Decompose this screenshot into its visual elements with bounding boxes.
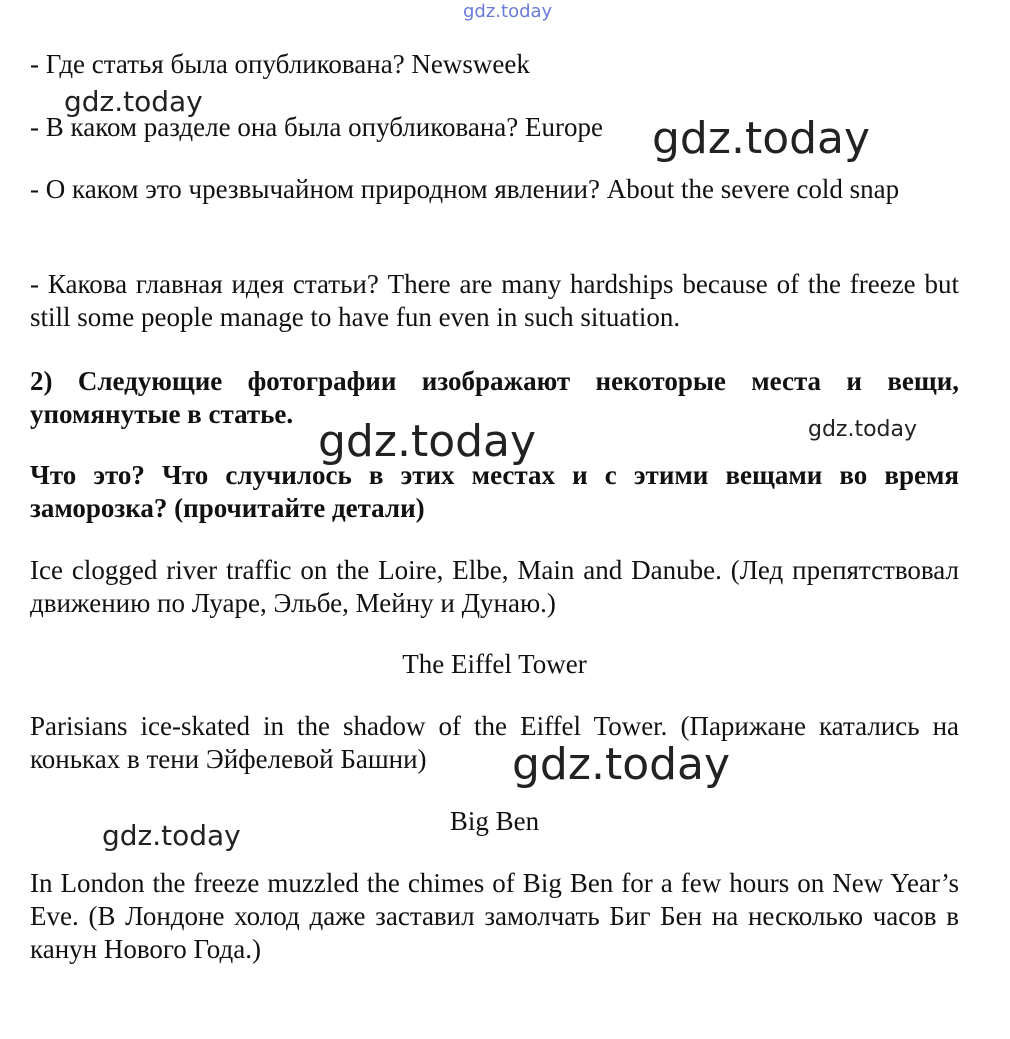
watermark: gdz.today [102, 819, 241, 852]
caption-big-ben: Big Ben [449, 806, 540, 836]
watermark: gdz.today [512, 739, 731, 790]
watermark: gdz.today [64, 85, 203, 118]
qa-line-1: - Где статья была опубликована? Newsweek [30, 49, 530, 79]
watermark: gdz.today [318, 416, 537, 467]
task2-heading: 2) Следующие фотографии изображают некоторые места и вещи, упомянутые в статье. [30, 366, 959, 429]
watermark-top: gdz.today [463, 1, 553, 22]
qa-line-4: - Какова главная идея статьи? There are many hardships because of the freeze but still some people manage to have fun even in such situation. [30, 269, 959, 332]
answer-rivers: Ice clogged river traffic on the Loire, Elbe, Main and Danube. (Лед препятствовал движению по Луаре, Эльбе, Мейну и Дунаю.) [30, 555, 959, 618]
qa-line-3: - О каком это чрезвычайном природном явлении? About the severe cold snap [30, 174, 900, 204]
qa-line-2: - В каком разделе она была опубликована? Europe [30, 112, 603, 142]
answer-eiffel-tower: Parisians ice-skated in the shadow of the Eiffel Tower. (Парижане катались на коньках в тени Эйфелевой Башни) [30, 711, 959, 774]
answer-big-ben: In London the freeze muzzled the chimes of Big Ben for a few hours on New Year’s Eve. (В Лондоне холод даже заставил замолчать Биг Бен на несколько часов в канун Нового Года.) [30, 868, 959, 964]
caption-eiffel-tower: The Eiffel Tower [402, 649, 587, 679]
watermark: gdz.today [808, 417, 918, 442]
task2-question: Что это? Что случилось в этих местах и с этими вещами во время заморозка? (прочитайте детали) [30, 460, 959, 523]
watermark: gdz.today [652, 113, 871, 164]
